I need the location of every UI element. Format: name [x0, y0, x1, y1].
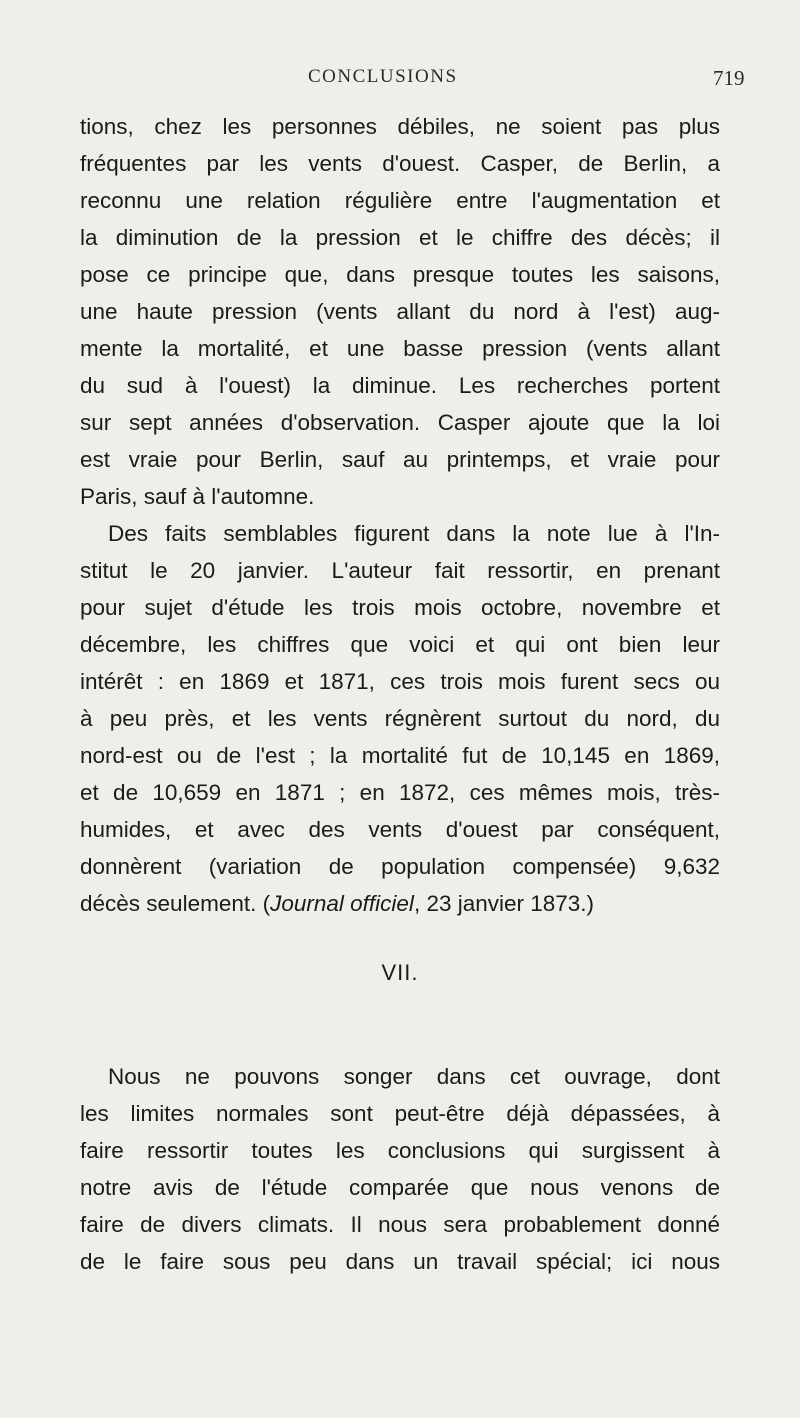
text-line: de le faire sous peu dans un travail spécial; ici nous: [80, 1249, 720, 1274]
text-line: Des faits semblables figurent dans la note lue à l'In-: [108, 521, 720, 546]
text-line: stitut le 20 janvier. L'auteur fait ressortir, en prenant: [80, 558, 720, 583]
paragraph-3: [80, 1058, 720, 1280]
text-line: du sud à l'ouest) la diminue. Les recherches portent: [80, 373, 720, 398]
body-text-lower: [80, 1058, 720, 1280]
page-number: 719: [713, 66, 745, 90]
text-line: mente la mortalité, et une basse pression (vents allant: [80, 336, 720, 361]
text-line: la diminution de la pression et le chiffre des décès; il: [80, 225, 720, 250]
citation-prefix: décès seulement. (: [80, 891, 271, 916]
text-line: reconnu une relation régulière entre l'augmentation et: [80, 188, 720, 213]
journal-title: Journal officiel: [270, 891, 414, 916]
text-line: nord-est ou de l'est ; la mortalité fut de 10,145 en 1869,: [80, 743, 720, 768]
body-text-upper: [80, 108, 720, 922]
text-line: Paris, sauf à l'automne.: [80, 484, 315, 509]
text-line: une haute pression (vents allant du nord à l'est) aug-: [80, 299, 720, 324]
paragraph-1: [80, 108, 720, 515]
text-line: à peu près, et les vents régnèrent surtout du nord, du: [80, 706, 720, 731]
text-line: pose ce principe que, dans presque toutes les saisons,: [80, 262, 720, 287]
text-line: décembre, les chiffres que voici et qui ont bien leur: [80, 632, 720, 657]
text-line: Nous ne pouvons songer dans cet ouvrage, dont: [108, 1064, 720, 1089]
section-heading: VII.: [381, 960, 419, 985]
text-line: pour sujet d'étude les trois mois octobre, novembre et: [80, 595, 720, 620]
text-line: sur sept années d'observation. Casper ajoute que la loi: [80, 410, 720, 435]
citation-date: , 23 janvier 1873.): [413, 891, 595, 916]
running-header: [0, 60, 800, 94]
running-title: CONCLUSIONS: [308, 66, 458, 87]
text-line: intérêt : en 1869 et 1871, ces trois mois furent secs ou: [80, 669, 720, 694]
paragraph-2: [80, 515, 720, 922]
text-line: fréquentes par les vents d'ouest. Casper, de Berlin, a: [80, 151, 720, 176]
text-line: les limites normales sont peut-être déjà dépassées, à: [80, 1101, 720, 1126]
text-line: est vraie pour Berlin, sauf au printemps, et vraie pour: [80, 447, 720, 472]
text-line: humides, et avec des vents d'ouest par conséquent,: [80, 817, 720, 842]
text-line: tions, chez les personnes débiles, ne soient pas plus: [80, 114, 720, 139]
text-line: faire de divers climats. Il nous sera probablement donné: [80, 1212, 720, 1237]
text-line-citation: [80, 885, 720, 922]
text-line: donnèrent (variation de population compensée) 9,632: [80, 854, 720, 879]
text-line: notre avis de l'étude comparée que nous venons de: [80, 1175, 720, 1200]
text-line: et de 10,659 en 1871 ; en 1872, ces mêmes mois, très-: [80, 780, 720, 805]
text-line: faire ressortir toutes les conclusions qui surgissent à: [80, 1138, 720, 1163]
